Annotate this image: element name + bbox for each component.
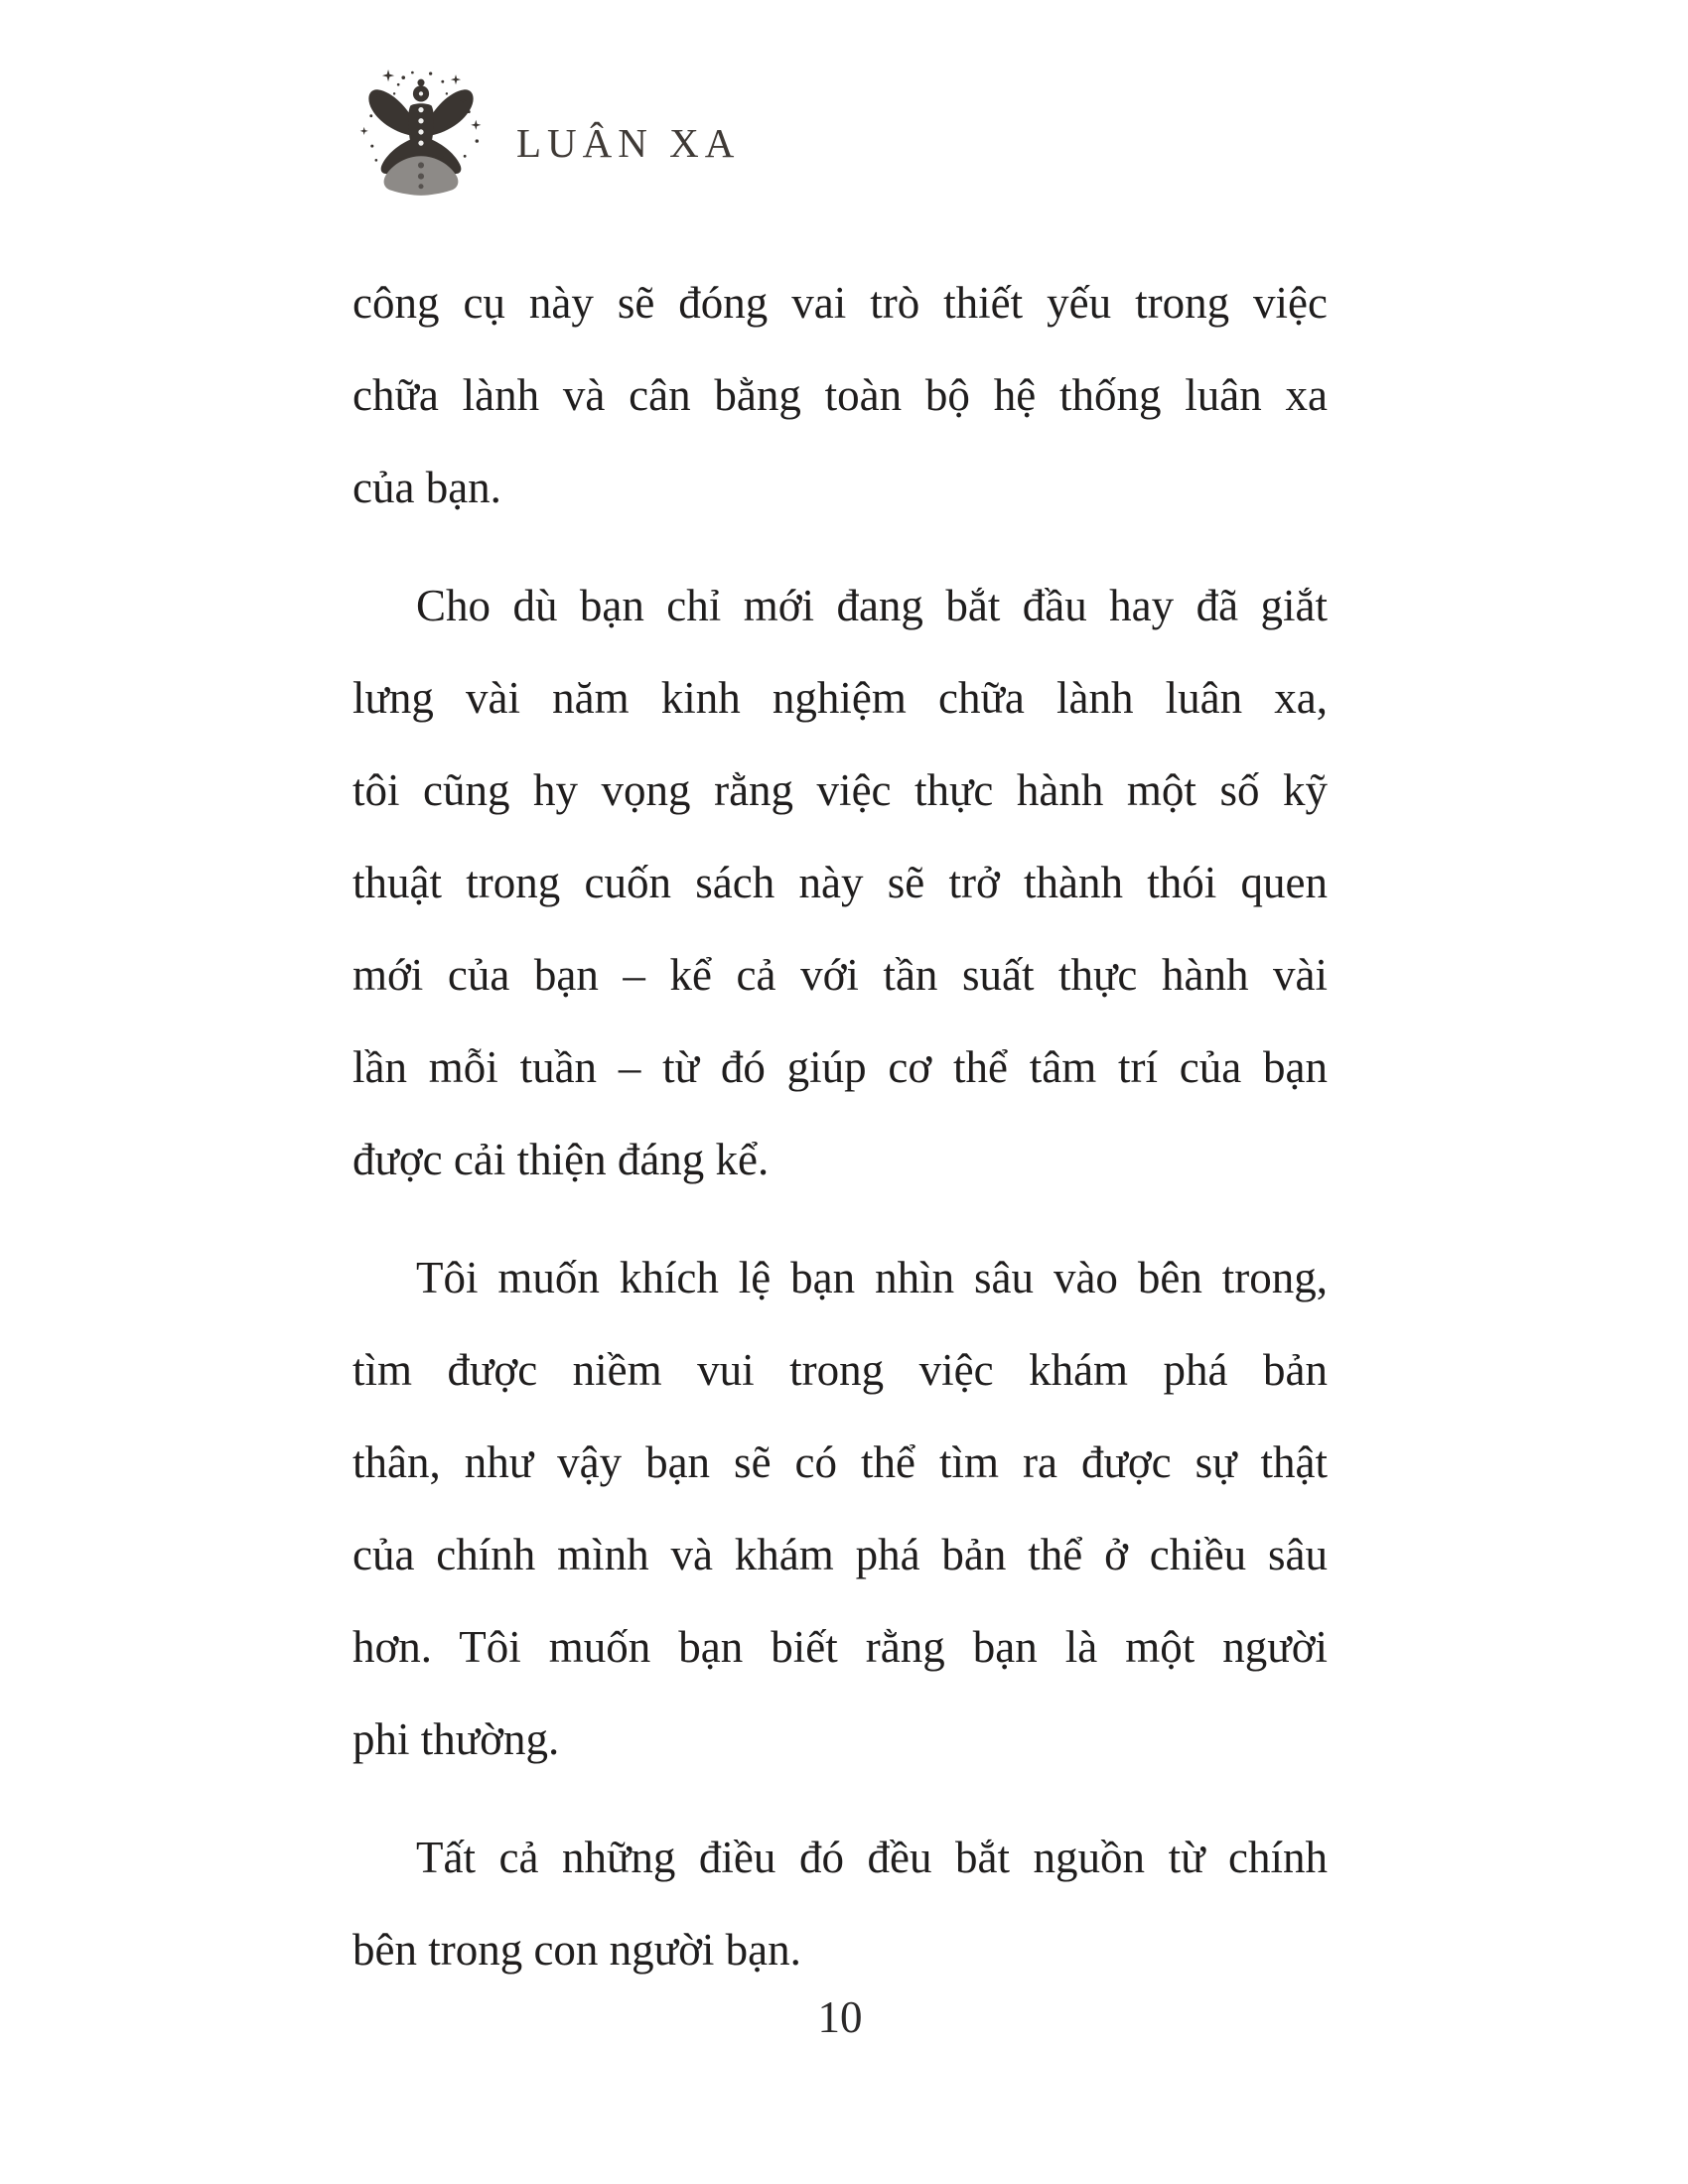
text-line: lưng vài năm kinh nghiệm chữa lành luân xa, [352,673,1328,723]
body-text [352,257,1328,1996]
page-header [0,0,1688,228]
text-line: của chính mình và khám phá bản thể ở chiều sâu [352,1530,1328,1579]
text-line: chữa lành và cân bằng toàn bộ hệ thống luân xa [352,370,1328,420]
text-line: hơn. Tôi muốn bạn biết rằng bạn là một người [352,1622,1328,1672]
brand-wordmark: LUÂN XA [516,120,741,166]
text-line: phi thường. [352,1714,560,1764]
text-line: được cải thiện đáng kể. [352,1135,770,1184]
text-line: lần mỗi tuần – từ đó giúp cơ thể tâm trí của bạn [352,1042,1328,1092]
page-number: 10 [817,1992,863,2042]
text-line: Cho dù bạn chỉ mới đang bắt đầu hay đã giắt [416,581,1328,630]
text-line: thuật trong cuốn sách này sẽ trở thành thói quen [352,858,1328,907]
text-line: bên trong con người bạn. [352,1925,801,1975]
text-line: của bạn. [352,463,501,512]
text-line: Tôi muốn khích lệ bạn nhìn sâu vào bên trong, [416,1253,1328,1302]
text-line: thân, như vậy bạn sẽ có thể tìm ra được sự thật [352,1437,1328,1487]
paragraph [352,1812,1328,1996]
text-line: tôi cũng hy vọng rằng việc thực hành một số kỹ [352,765,1328,815]
text-line: Tất cả những điều đó đều bắt nguồn từ chính [416,1833,1328,1882]
paragraph [352,1232,1328,1786]
text-line: mới của bạn – kể cả với tần suất thực hành vài [352,950,1328,1000]
paragraph [352,560,1328,1206]
butterfly-meditation-logo-icon [357,68,485,205]
text-line: tìm được niềm vui trong việc khám phá bản [352,1345,1328,1395]
text-line: công cụ này sẽ đóng vai trò thiết yếu trong việc [352,278,1328,328]
page-footer [352,1987,1328,2047]
paragraph [352,257,1328,534]
